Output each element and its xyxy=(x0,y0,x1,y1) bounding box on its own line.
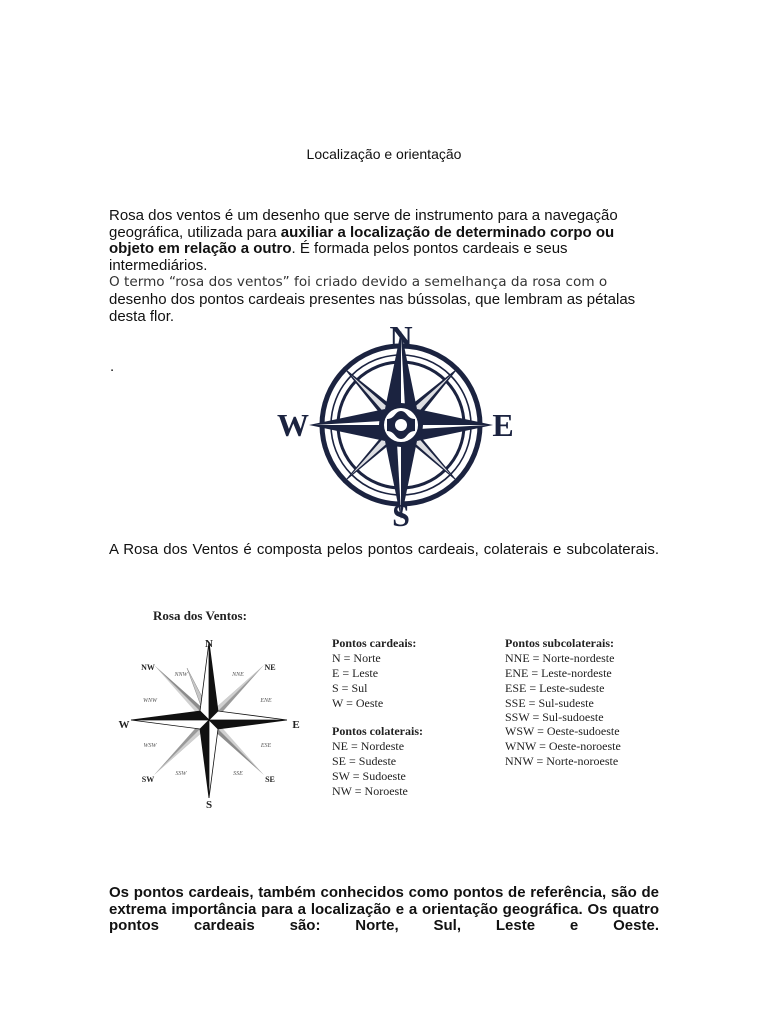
legend-colaterais-title: Pontos colaterais: xyxy=(332,724,423,738)
wind-label-nnw: NNW xyxy=(174,672,188,678)
intro-text-c: . É formada pelos pontos cardeais e seus intermediários. xyxy=(109,240,568,274)
legend-subcolateral-item: SSE = Sul-sudeste xyxy=(505,696,594,710)
legend-cardinal-item: S = Sul xyxy=(332,681,368,695)
wind-label-wnw: WNW xyxy=(143,698,157,704)
wind-label-e: E xyxy=(292,719,300,731)
legend-subcolateral-item: ESE = Leste-sudeste xyxy=(505,681,605,695)
wind-label-se: SE xyxy=(265,775,275,784)
wind-rose-chart-figure xyxy=(110,600,665,820)
compass-rose-graphic xyxy=(309,331,493,519)
legend-cardinal-item: W = Oeste xyxy=(332,696,384,710)
legend-subcolateral-item: ENE = Leste-nordeste xyxy=(505,666,612,680)
wind-label-n: N xyxy=(205,638,213,650)
wind-label-nw: NW xyxy=(141,663,155,672)
wind-rose-heading: Rosa dos Ventos: xyxy=(153,608,247,623)
compass-label-s: S xyxy=(392,497,410,532)
paragraph-composition: A Rosa dos Ventos é composta pelos pontos cardeais, colaterais e subcolaterais. xyxy=(109,541,659,558)
legend-subcolateral-item: SSW = Sul-sudoeste xyxy=(505,710,604,724)
wind-label-s: S xyxy=(205,799,213,811)
compass-label-w: W xyxy=(277,407,309,443)
legend-subcolateral-item: WNW = Oeste-noroeste xyxy=(505,739,621,753)
legend-cardinal-item: N = Norte xyxy=(332,651,381,665)
legend-cardinais-title: Pontos cardeais: xyxy=(332,636,417,650)
term-line-2: desenho dos pontos cardeais presentes nas bússolas, que lembram as pétalas desta flor. xyxy=(109,291,636,325)
intro-text-bold: auxiliar a localização de determinado corpo ou objeto em relação a outro xyxy=(109,223,615,258)
wind-label-nne: NNE xyxy=(232,672,244,678)
compass-rose-figure xyxy=(265,318,525,532)
wind-label-sw: SW xyxy=(141,775,155,784)
legend-subcolateral-item: WSW = Oeste-sudoeste xyxy=(505,724,620,738)
wind-label-ne: NE xyxy=(264,663,276,672)
paragraph-intro xyxy=(109,208,659,274)
legend-subcolateral-item: NNW = Norte-noroeste xyxy=(505,754,619,768)
term-line-1: O termo “rosa dos ventos” foi criado devido a semelhança da rosa com o xyxy=(109,274,608,290)
legend-colateral-item: NW = Noroeste xyxy=(332,784,408,798)
wind-label-ene: ENE xyxy=(260,698,272,704)
compass-label-e: E xyxy=(492,407,514,443)
legend-colateral-item: SW = Sudoeste xyxy=(332,769,406,783)
intro-text-a: Rosa dos ventos é um desenho que serve de instrumento para a navegação geográfica, utilizada para xyxy=(109,207,618,241)
page-title: Localização e orientação xyxy=(306,146,462,162)
wind-label-w: W xyxy=(118,719,130,731)
legend-cardinal-item: E = Leste xyxy=(332,666,379,680)
paragraph-cardinal-importance: Os pontos cardeais, também conhecidos como pontos de referência, são de extrema importância para a localização e a orientação geográfica. Os quatro pontos cardeais são: Norte, Sul, Leste e Oeste. xyxy=(109,884,659,935)
compass-label-n: N xyxy=(389,319,413,355)
wind-label-sse: SSE xyxy=(233,771,243,777)
legend-colateral-item: NE = Nordeste xyxy=(332,739,405,753)
stray-dot: . xyxy=(110,358,115,375)
legend-colateral-item: SE = Sudeste xyxy=(332,754,397,768)
legend-subcolaterais-title: Pontos subcolaterais: xyxy=(505,636,614,650)
wind-label-wsw: WSW xyxy=(143,743,157,749)
wind-label-ese: ESE xyxy=(260,743,272,749)
wind-label-ssw: SSW xyxy=(175,771,187,777)
legend-subcolateral-item: NNE = Norte-nordeste xyxy=(505,651,615,665)
